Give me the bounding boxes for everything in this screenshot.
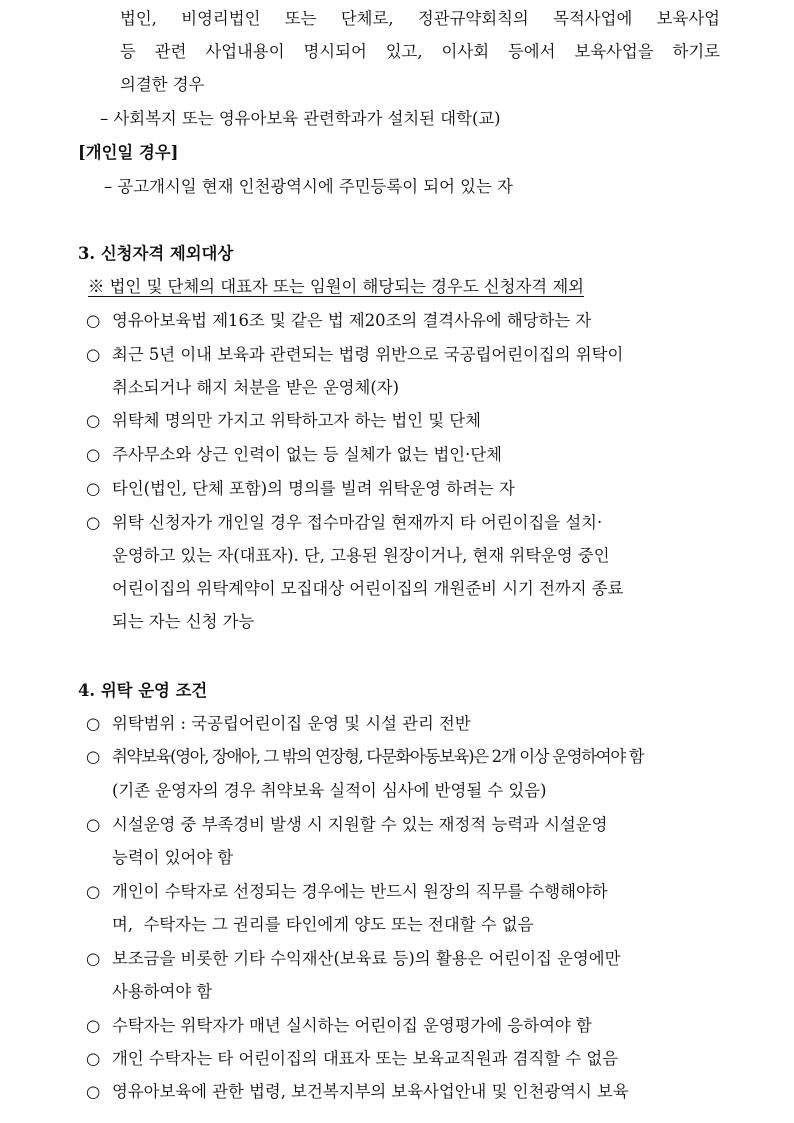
- bullet-icon: ○: [86, 1049, 101, 1068]
- list-item: ○ 시설운영 중 부족경비 발생 시 지원할 수 있는 재정적 능력과 시설운영: [86, 815, 608, 834]
- list-item: ○ 위탁범위 : 국공립어린이집 운영 및 시설 관리 전반: [86, 714, 471, 733]
- list-item: ○ 위탁체 명의만 가지고 위탁하고자 하는 법인 및 단체: [86, 411, 481, 430]
- list-item: ○ 수탁자는 위탁자가 매년 실시하는 어린이집 운영평가에 응하여야 함: [86, 1016, 592, 1035]
- text-line: – 사회복지 또는 영유아보육 관련학과가 설치된 대학(교): [100, 109, 501, 128]
- list-item: ○ 영유아보육법 제16조 및 같은 법 제20조의 결격사유에 해당하는 자: [86, 311, 592, 330]
- section-heading: 3. 신청자격 제외대상: [78, 244, 234, 263]
- bullet-icon: ○: [86, 1016, 101, 1035]
- text-line: 의결한 경우: [120, 75, 205, 94]
- notice-line: ※ 법인 및 단체의 대표자 또는 임원이 해당되는 경우도 신청자격 제외: [88, 277, 584, 296]
- text-line: 법인, 비영리법인 또는 단체로, 정관규약회칙의 목적사업에 보육사업: [120, 9, 720, 28]
- bullet-icon: ○: [86, 445, 101, 464]
- bullet-icon: ○: [86, 1082, 101, 1101]
- text-line: 되는 자는 신청 가능: [112, 612, 255, 631]
- list-item: ○ 타인(법인, 단체 포함)의 명의를 빌려 위탁운영 하려는 자: [86, 479, 515, 498]
- list-item: ○ 영유아보육에 관한 법령, 보건복지부의 보육사업안내 및 인천광역시 보육: [86, 1082, 629, 1101]
- bullet-icon: ○: [86, 513, 101, 532]
- text-line: 능력이 있어야 함: [112, 848, 234, 867]
- bullet-icon: ○: [86, 714, 101, 733]
- bullet-icon: ○: [86, 311, 101, 330]
- text-line: 등 관련 사업내용이 명시되어 있고, 이사회 등에서 보육사업을 하기로: [120, 42, 720, 61]
- text-line: 어린이집의 위탁계약이 모집대상 어린이집의 개원준비 시기 전까지 종료: [112, 579, 624, 598]
- bullet-icon: ○: [86, 345, 101, 364]
- text-line: – 공고개시일 현재 인천광역시에 주민등록이 되어 있는 자: [104, 177, 513, 196]
- bullet-icon: ○: [86, 747, 100, 766]
- list-item: ○ 개인이 수탁자로 선정되는 경우에는 반드시 원장의 직무를 수행해야하: [86, 882, 608, 901]
- text-line: 며, 수탁자는 그 권리를 타인에게 양도 또는 전대할 수 없음: [112, 915, 534, 934]
- bullet-icon: ○: [86, 479, 101, 498]
- bullet-icon: ○: [86, 949, 101, 968]
- list-item: ○ 보조금을 비롯한 기타 수익재산(보육료 등)의 활용은 어린이집 운영에만: [86, 949, 621, 968]
- text-line: (기존 운영자의 경우 취약보육 실적이 심사에 반영될 수 있음): [112, 781, 547, 800]
- text-line: 운영하고 있는 자(대표자). 단, 고용된 원장이거나, 현재 위탁운영 중인: [112, 546, 610, 565]
- text-line: 취소되거나 해지 처분을 받은 운영체(자): [112, 378, 399, 397]
- list-item: ○ 개인 수탁자는 타 어린이집의 대표자 또는 보육교직원과 겸직할 수 없음: [86, 1049, 619, 1068]
- list-item: ○ 위탁 신청자가 개인일 경우 접수마감일 현재까지 타 어린이집을 설치·: [86, 513, 603, 532]
- list-item: ○ 취약보육(영아, 장애아, 그 밖의 연장형, 다문화아동보육)은 2개 이상 운영하여야 함: [86, 747, 644, 766]
- bullet-icon: ○: [86, 411, 101, 430]
- section-heading: 4. 위탁 운영 조건: [78, 681, 208, 700]
- bullet-icon: ○: [86, 815, 101, 834]
- bullet-icon: ○: [86, 882, 101, 901]
- text-line: 사용하여야 함: [112, 982, 213, 1001]
- list-item: ○ 주사무소와 상근 인력이 없는 등 실체가 없는 법인·단체: [86, 445, 503, 464]
- section-subheading: [개인일 경우]: [78, 143, 179, 162]
- list-item: ○ 최근 5년 이내 보육과 관련되는 법령 위반으로 국공립어린이집의 위탁이: [86, 345, 624, 364]
